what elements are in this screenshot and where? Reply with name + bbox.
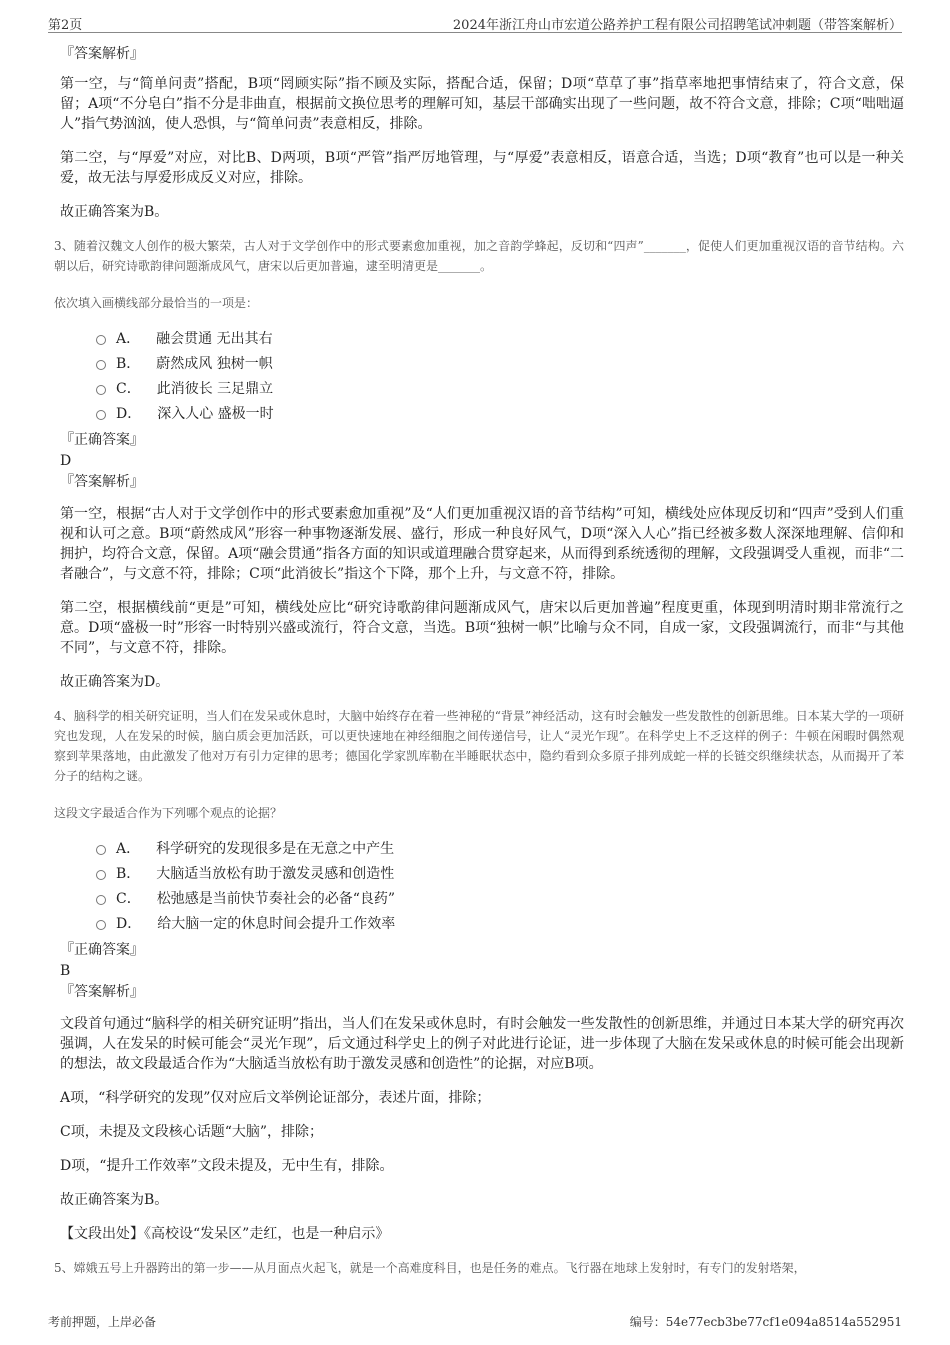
analysis-paragraph: 文段首句通过“脑科学的相关研究证明”指出，当人们在发呆或休息时，有时会触发一些发散性的创新思维，并通过日本某大学的研究再次强调，人在发呆的时候可能会“灵光乍现”，后文通过科学史上的例子对此进行论证，进一步体现了大脑在发呆或休息的时候可能会出现新的想法，故文段最适合作为“大脑适当放松有助于激发灵感和创造性”的论据，对应B项。 <box>60 1016 904 1072</box>
radio-icon[interactable] <box>96 920 106 930</box>
document-body <box>54 44 904 1286</box>
radio-icon[interactable] <box>96 845 106 855</box>
question-3-text: 3、随着汉魏文人创作的极大繁荣，古人对于文学创作中的形式要素愈加重视，加之音韵学蜂起，反切和“四声”_______，促使人们更加重视汉语的音节结构。六朝以后，研究诗歌韵律问题渐成风气，唐宋以后更加普遍，逮至明清更是_______。 <box>54 239 904 273</box>
page-header <box>48 10 902 33</box>
question-4-option-c[interactable]: C． 松弛感是当前快节奏社会的必备“良药” <box>96 885 904 910</box>
question-4-text: 4、脑科学的相关研究证明，当人们在发呆或休息时，大脑中始终存在着一些神秘的“背景”神经活动，这有时会触发一些发散性的创新思维。日本某大学的一项研究也发现，人在发呆的时候，脑白质会更加活跃，可以更快速地在神经细胞之间传递信号，让人“灵光乍现”。在科学史上不乏这样的例子：牛顿在闲暇时偶然观察到苹果落地，由此激发了他对万有引力定律的思考；德国化学家凯库勒在半睡眠状态中，隐约看到众多原子排列成蛇一样的长链交织继续状态，从而揭开了苯分子的结构之谜。 <box>54 709 904 783</box>
analysis-paragraph: 第二空，根据横线前“更是”可知，横线处应比“研究诗歌韵律问题渐成风气，唐宋以后更加普遍”程度更重，体现到明清时期非常流行之意。D项“盛极一时”形容一时特别兴盛或流行，符合文意，当选。B项“独树一帜”比喻与众不同，自成一家，文段强调流行，而非“与其他不同”，与文意不符，排除。 <box>60 600 904 656</box>
radio-icon[interactable] <box>96 360 106 370</box>
page-footer <box>48 1313 902 1330</box>
question-3-prompt: 依次填入画横线部分最恰当的一项是： <box>54 296 259 310</box>
analysis-paragraph: A项，“科学研究的发现”仅对应后文举例论证部分，表述片面，排除； <box>60 1090 491 1106</box>
correct-answer-label: 『正确答案』 <box>60 942 144 958</box>
analysis-paragraph: 第一空，与“简单问责”搭配，B项“罔顾实际”指不顾及实际，搭配合适，保留；D项“草草了事”指草率地把事情结束了，符合文意，保留；A项“不分皂白”指不分是非曲直，根据前文换位思考的理解可知，基层干部确实出现了一些问题，故不符合文意，排除；C项“咄咄逼人”指气势汹汹，使人恐惧，与“简单问责”表意相反，排除。 <box>60 76 904 132</box>
question-3-option-c[interactable]: C． 此消彼长 三足鼎立 <box>96 375 904 400</box>
radio-icon[interactable] <box>96 410 106 420</box>
analysis-paragraph: C项，未提及文段核心话题“大脑”，排除； <box>60 1124 324 1140</box>
correct-answer: D <box>60 453 72 469</box>
question-4-option-d[interactable]: D． 给大脑一定的休息时间会提升工作效率 <box>96 910 904 935</box>
analysis-label: 『答案解析』 <box>60 984 144 1000</box>
question-3-option-b[interactable]: B． 蔚然成风 独树一帜 <box>96 350 904 375</box>
analysis-paragraph: 第二空，与“厚爱”对应，对比B、D两项，B项“严管”指严厉地管理，与“厚爱”表意相反，语意合适，当选；D项“教育”也可以是一种关爱，故无法与厚爱形成反义对应，排除。 <box>60 150 904 186</box>
page-number: 第2页 <box>48 18 83 33</box>
source-citation: 【文段出处】《高校设“发呆区”走红，也是一种启示》 <box>60 1226 390 1242</box>
conclusion: 故正确答案为B。 <box>60 1192 169 1208</box>
radio-icon[interactable] <box>96 870 106 880</box>
question-4-option-b[interactable]: B． 大脑适当放松有助于激发灵感和创造性 <box>96 860 904 885</box>
correct-answer-label: 『正确答案』 <box>60 432 144 448</box>
conclusion: 故正确答案为D。 <box>60 674 170 690</box>
radio-icon[interactable] <box>96 895 106 905</box>
correct-answer: B <box>60 963 71 979</box>
analysis-paragraph: 第一空，根据“古人对于文学创作中的形式要素愈加重视”及“人们更加重视汉语的音节结构”可知，横线处应体现反切和“四声”受到人们重视和认可之意。B项“蔚然成风”形容一种事物逐渐发展、盛行，形成一种良好风气，D项“深入人心”指已经被多数人深深地理解、信仰和拥护，均符合文意，保留。A项“融会贯通”指各方面的知识或道理融合贯穿起来，从而得到系统透彻的理解，文段强调受人重视，而非“二者融合”，与文意不符，排除；C项“此消彼长”指这个下降，那个上升，与文意不符，排除。 <box>60 506 904 582</box>
analysis-label: 『答案解析』 <box>60 474 144 490</box>
radio-icon[interactable] <box>96 385 106 395</box>
analysis-label: 『答案解析』 <box>60 46 144 62</box>
document-id: 编号：54e77ecb3be77cf1e094a8514a552951 <box>629 1315 902 1329</box>
conclusion: 故正确答案为B。 <box>60 204 169 220</box>
question-4-prompt: 这段文字最适合作为下列哪个观点的论据？ <box>54 806 283 820</box>
question-3-option-d[interactable]: D． 深入人心 盛极一时 <box>96 400 904 425</box>
footer-slogan: 考前押题，上岸必备 <box>48 1315 157 1329</box>
question-5-text: 5、嫦娥五号上升器跨出的第一步——从月面点火起飞，就是一个高难度科目，也是任务的难点。飞行器在地球上发射时，有专门的发射塔架， <box>54 1261 806 1275</box>
analysis-paragraph: D项，“提升工作效率”文段未提及，无中生有，排除。 <box>60 1158 394 1174</box>
radio-icon[interactable] <box>96 335 106 345</box>
question-4-option-a[interactable]: A． 科学研究的发现很多是在无意之中产生 <box>96 835 904 860</box>
document-title: 2024年浙江舟山市宏道公路养护工程有限公司招聘笔试冲刺题（带答案解析） <box>452 18 902 33</box>
question-3-option-a[interactable]: A． 融会贯通 无出其右 <box>96 325 904 350</box>
